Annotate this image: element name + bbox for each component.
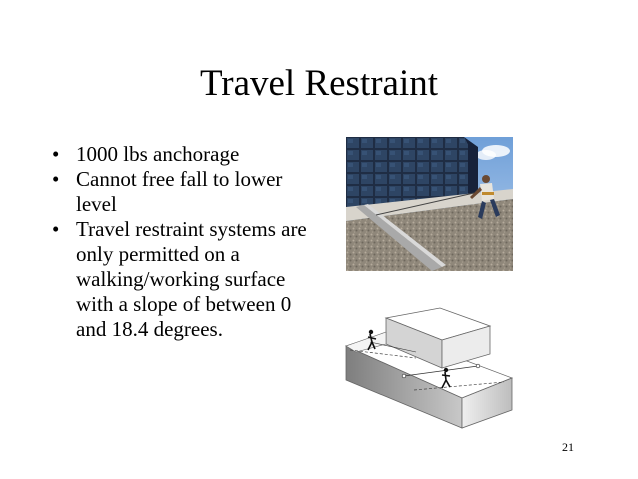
page-number: 21 (562, 440, 574, 454)
travel-restraint-diagram (344, 306, 514, 433)
bullet-text: Cannot free fall to lower level (76, 167, 283, 216)
bullet-dot: • (52, 142, 60, 166)
bullet-item (50, 142, 315, 167)
bullet-dot: • (52, 217, 60, 241)
bullet-item (50, 217, 315, 342)
rooftop-worker-photo (346, 137, 513, 271)
bullet-list (50, 142, 315, 342)
roof-levels-illustration (344, 306, 514, 433)
bullet-text: 1000 lbs anchorage (76, 142, 240, 166)
bullet-item (50, 167, 315, 217)
rooftop-worker-illustration (346, 137, 513, 271)
slide-title: Travel Restraint (199, 63, 439, 104)
bullet-text: Travel restraint systems are only permitted on a walking/working surface with a slope of between 0 and 18.4 degrees. (76, 217, 307, 341)
bullet-dot: • (52, 167, 60, 191)
